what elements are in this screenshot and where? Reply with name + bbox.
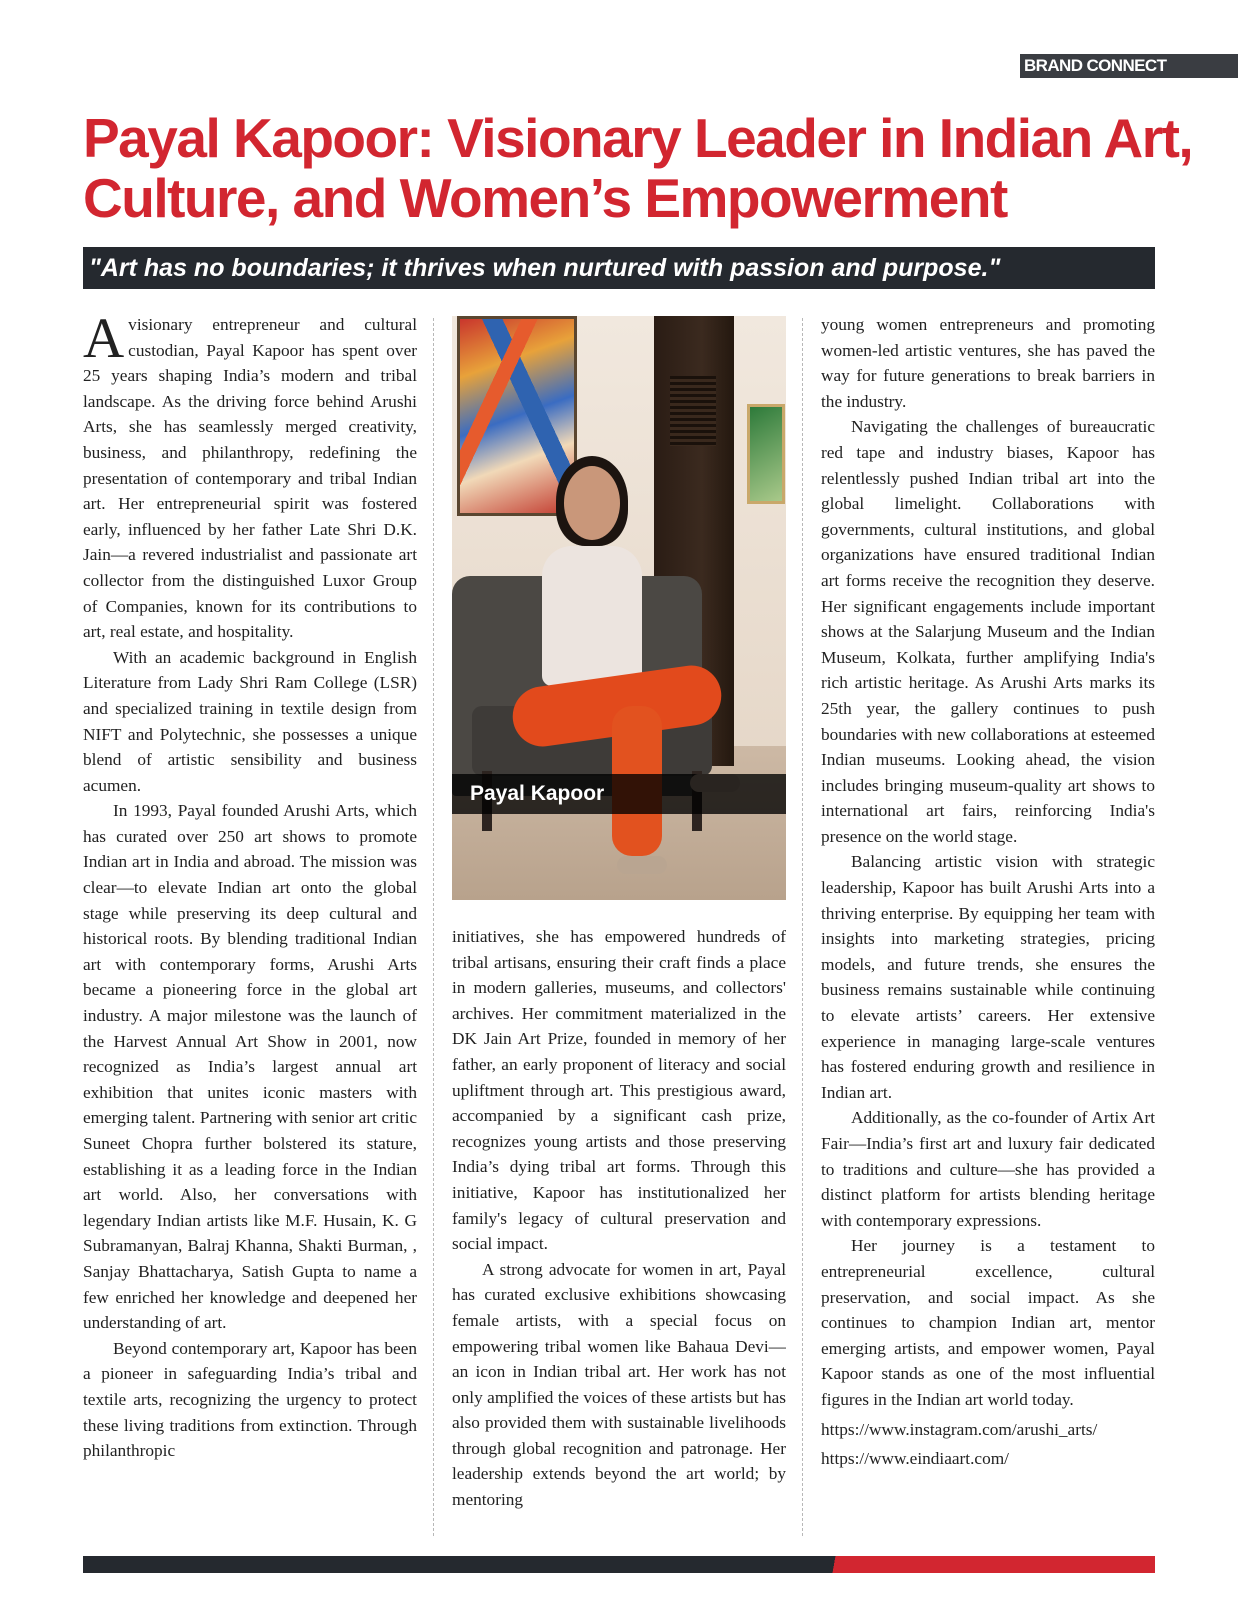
footer-bar bbox=[83, 1556, 1155, 1573]
paragraph: With an academic background in English Literature from Lady Shri Ram College (LSR) and specialized training in textile design from NIFT and Polytechnic, she possesses a unique blend of artistic sensibility and business acumen. bbox=[83, 647, 417, 795]
pull-quote: "Art has no boundaries; it thrives when nurtured with passion and purpose." bbox=[83, 247, 1155, 289]
paragraph-intro bbox=[83, 312, 417, 645]
portrait-photo bbox=[452, 316, 786, 900]
article-column-3 bbox=[821, 312, 1155, 1532]
article-column-1 bbox=[83, 312, 417, 1532]
website-link[interactable]: https://www.eindiaart.com/ bbox=[821, 1449, 1009, 1469]
drop-cap: A bbox=[83, 312, 125, 370]
paragraph: In 1993, Payal founded Arushi Arts, which has curated over 250 art shows to promote Indian art in India and abroad. The mission was clear—to elevate Indian art onto the global stage while preserving its deep cultural and historical roots. By blending traditional Indian art with contemporary forms, Arushi Arts became a pioneering force in the global art industry. A major milestone was the launch of the Harvest Annual Art Show in 2001, now recognized as India’s largest annual art exhibition that unites iconic masters with emerging talent. Partnering with senior art critic Suneet Chopra further bolstered its stature, establishing it as a leading force in the Indian art world. Also, her conversations with legendary Indian artists like M.F. Husain, K. G Subramanyan, Balraj Khanna, Shakti Burman, , Sanjay Bhattacharya, Satish Gupta to name a few enriched her knowledge and deepened her understanding of art. bbox=[83, 801, 417, 1333]
small-artwork bbox=[747, 404, 785, 504]
photo-caption: Payal Kapoor bbox=[452, 774, 786, 814]
paragraph: young women entrepreneurs and promoting women-led artistic ventures, she has paved the way for future generations to break barriers in the industry. bbox=[821, 315, 1155, 411]
paragraph: Balancing artistic vision with strategic leadership, Kapoor has built Arushi Arts into a thriving enterprise. By equipping her team with insights into marketing strategies, pricing models, and future trends, she ensures the business remains sustainable while continuing to elevate artists’ careers. Her extensive experience in managing large-scale ventures has fostered enduring growth and resilience in Indian art. bbox=[821, 852, 1155, 1102]
paragraph: Navigating the challenges of bureaucratic red tape and industry biases, Kapoor has relentlessly pushed Indian tribal art into the global limelight. Collaborations with governments, cultural institutions, and global organizations have ensured traditional Indian art forms receive the recognition they deserve. Her significant engagements include important shows at the Salarjung Museum and the Indian Museum, Kolkata, further amplifying India's rich artistic heritage. As Arushi Arts marks its 25th year, the gallery continues to push boundaries with new collaborations at esteemed Indian museums. Looking ahead, the vision includes bringing museum-quality art shows to international art fairs, reinforcing India's presence on the world stage. bbox=[821, 417, 1155, 846]
paragraph: initiatives, she has empowered hundreds of tribal artisans, ensuring their craft finds a place in modern galleries, museums, and collectors' archives. Her commitment materialized in the DK Jain Art Prize, founded in memory of her father, an early proponent of literacy and social upliftment through art. This prestigious award, accompanied by a significant cash prize, recognizes young artists and those preserving India’s dying tribal art forms. Through this initiative, Kapoor has institutionalized her family's legacy of cultural preservation and social impact. bbox=[452, 927, 786, 1254]
title-line-1: Payal Kapoor: Visionary Leader in Indian Art, bbox=[83, 107, 1193, 169]
paragraph: Her journey is a testament to entrepreneurial excellence, cultural preservation, and social impact. As she continues to champion Indian art, mentor emerging artists, and empower women, Payal Kapoor stands as one of the most influential figures in the Indian art world today. bbox=[821, 1236, 1155, 1409]
paragraph: A strong advocate for women in art, Payal has curated exclusive exhibitions showcasing female artists, with a special focus on empowering tribal women like Bahaua Devi—an icon in Indian tribal art. Her work has not only amplified the voices of these artists but has also provided them with sustainable livelihoods through global recognition and patronage. Her leadership extends beyond the art world; by mentoring bbox=[452, 1259, 786, 1510]
column-divider bbox=[802, 318, 803, 1536]
article-title bbox=[83, 107, 1193, 229]
paragraph: Additionally, as the co-founder of Artix Art Fair—India’s first art and luxury fair dedicated to traditions and culture—she has provided a distinct platform for artists blending heritage with contemporary expressions. bbox=[821, 1108, 1155, 1230]
column-divider bbox=[433, 318, 434, 1536]
door-vent bbox=[670, 376, 716, 446]
sandal bbox=[617, 856, 667, 874]
section-tag: BRAND CONNECT bbox=[1020, 54, 1238, 78]
article-column-2 bbox=[452, 924, 786, 1534]
title-line-2: Culture, and Women’s Empowerment bbox=[83, 167, 1007, 229]
intro-text: visionary entrepreneur and cultural custodian, Payal Kapoor has spent over 25 years shaping India’s modern and tribal landscape. As the driving force behind Arushi Arts, she has seamlessly merged creativity, business, and philanthropy, redefining the presentation of contemporary and tribal Indian art. Her entrepreneurial spirit was fostered early, influenced by her father Late Shri D.K. Jain—a revered industrialist and passionate art collector from the distinguished Luxor Group of Companies, known for its contributions to art, real estate, and hospitality. bbox=[83, 315, 417, 642]
paragraph: Beyond contemporary art, Kapoor has been a pioneer in safeguarding India’s tribal and textile arts, recognizing the urgency to protect these living traditions from extinction. Through philanthropic bbox=[83, 1338, 417, 1461]
instagram-link[interactable]: https://www.instagram.com/arushi_arts/ bbox=[821, 1419, 1098, 1439]
person-top bbox=[542, 546, 642, 686]
person-face bbox=[564, 466, 620, 540]
